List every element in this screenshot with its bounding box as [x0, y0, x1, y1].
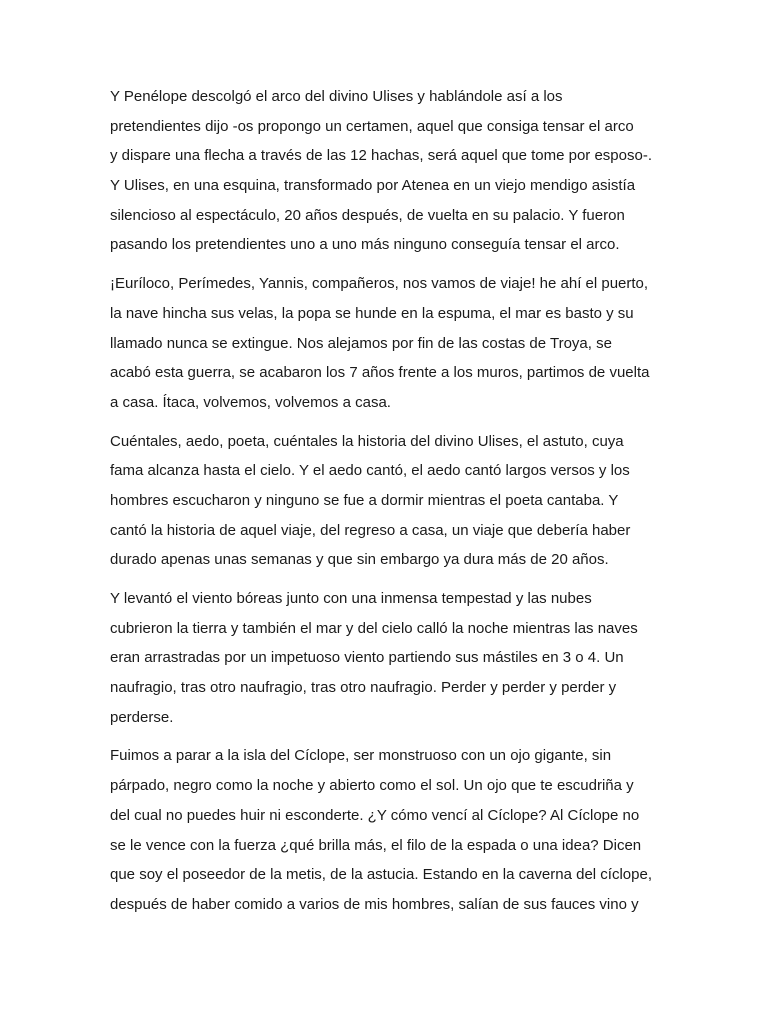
text-line: se le vence con la fuerza ¿qué brilla más, el filo de la espada o una idea? Dicen	[110, 836, 642, 854]
text-line: Fuimos a parar a la isla del Cíclope, ser monstruoso con un ojo gigante, sin	[110, 747, 612, 765]
text-line: pretendientes dijo -os propongo un certamen, aquel que consiga tensar el arco	[110, 117, 634, 135]
text-line: silencioso al espectáculo, 20 años después, de vuelta en su palacio. Y fueron	[110, 206, 625, 224]
text-line: pasando los pretendientes uno a uno más ninguno conseguía tensar el arco.	[110, 236, 620, 254]
text-line: Y Ulises, en una esquina, transformado por Atenea en un viejo mendigo asistía	[110, 177, 636, 195]
text-line: hombres escucharon y ninguno se fue a dormir mientras el poeta cantaba. Y	[110, 491, 619, 509]
text-line: naufragio, tras otro naufragio, tras otro naufragio. Perder y perder y perder y	[110, 679, 617, 697]
text-line: llamado nunca se extingue. Nos alejamos por fin de las costas de Troya, se	[110, 334, 612, 352]
text-line: a casa. Ítaca, volvemos, volvemos a casa.	[110, 393, 391, 411]
paragraph-1	[110, 82, 670, 260]
paragraph-4	[110, 584, 670, 732]
text-line: perderse.	[110, 708, 174, 726]
text-line: después de haber comido a varios de mis hombres, salían de sus fauces vino y	[110, 895, 639, 913]
text-line: Y Penélope descolgó el arco del divino Ulises y hablándole así a los	[110, 88, 563, 105]
text-line: cubrieron la tierra y también el mar y del cielo calló la noche mientras las naves	[110, 619, 638, 637]
document-body	[110, 82, 670, 929]
text-line: fama alcanza hasta el cielo. Y el aedo cantó, el aedo cantó largos versos y los	[110, 462, 630, 480]
paragraph-2	[110, 269, 670, 417]
text-line: la nave hincha sus velas, la popa se hunde en la espuma, el mar es basto y su	[110, 304, 634, 322]
text-line: del cual no puedes huir ni esconderte. ¿Y cómo vencí al Cíclope? Al Cíclope no	[110, 806, 640, 824]
text-line: Cuéntales, aedo, poeta, cuéntales la historia del divino Ulises, el astuto, cuya	[110, 432, 624, 450]
text-line: cantó la historia de aquel viaje, del regreso a casa, un viaje que debería haber	[110, 521, 631, 539]
text-line: y dispare una flecha a través de las 12 hachas, será aquel que tome por esposo-.	[110, 147, 652, 165]
text-line: Y levantó el viento bóreas junto con una inmensa tempestad y las nubes	[110, 590, 592, 607]
text-line: párpado, negro como la noche y abierto como el sol. Un ojo que te escudriña y	[110, 777, 634, 795]
text-line: eran arrastradas por un impetuoso viento partiendo sus mástiles en 3 o 4. Un	[110, 649, 624, 667]
text-line: durado apenas unas semanas y que sin embargo ya dura más de 20 años.	[110, 551, 609, 569]
paragraph-3	[110, 427, 670, 575]
text-line: que soy el poseedor de la metis, de la astucia. Estando en la caverna del cíclope,	[110, 866, 652, 884]
paragraph-5	[110, 741, 670, 919]
text-line: ¡Euríloco, Perímedes, Yannis, compañeros, nos vamos de viaje! he ahí el puerto,	[110, 275, 649, 293]
text-line: acabó esta guerra, se acabaron los 7 años frente a los muros, partimos de vuelta	[110, 364, 650, 382]
